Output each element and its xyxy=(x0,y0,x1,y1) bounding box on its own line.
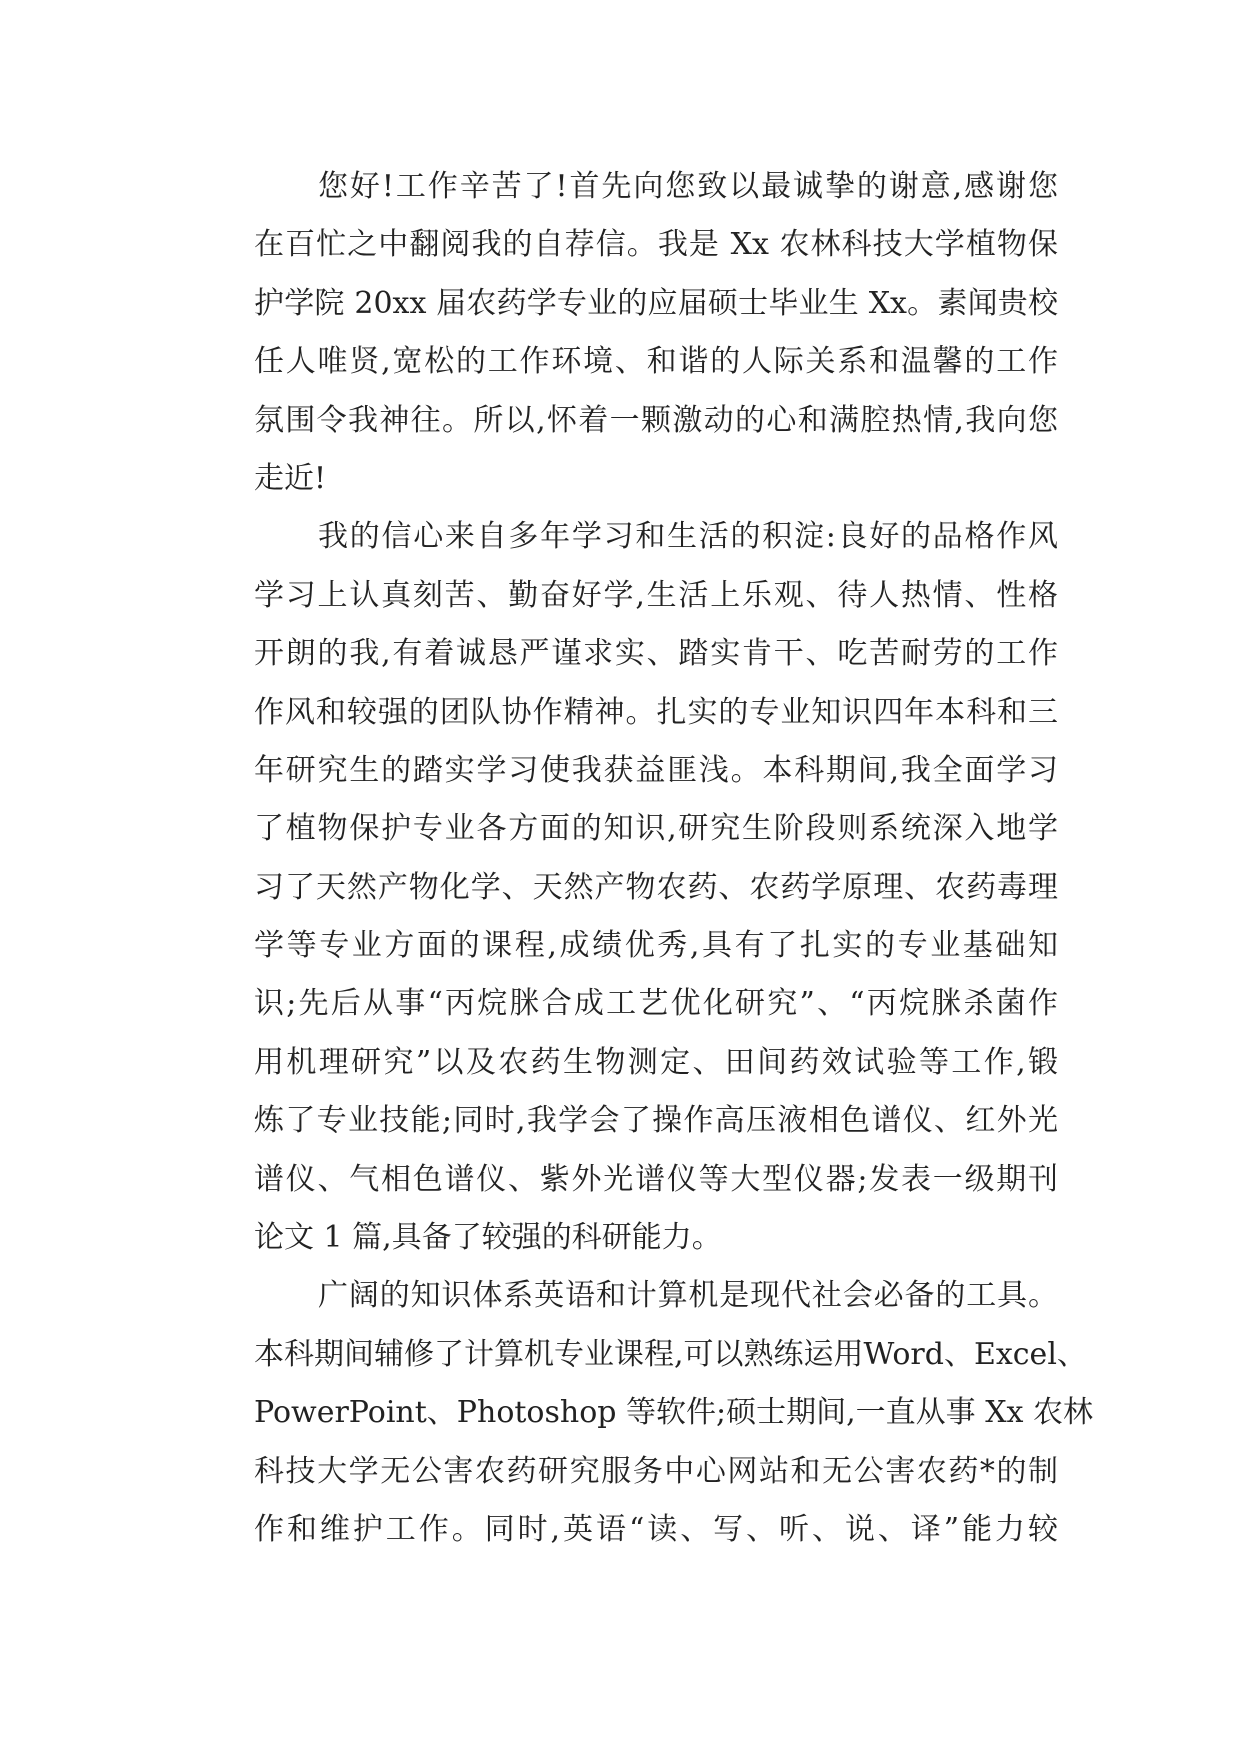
text-line: 学等专业方面的课程,成绩优秀,具有了扎实的专业基础知 xyxy=(254,928,1058,964)
text-line: 在百忙之中翻阅我的自荐信。我是 Xx 农林科技大学植物保 xyxy=(254,227,1058,263)
paragraph-knowledge xyxy=(190,1267,1094,1559)
text-line: 年研究生的踏实学习使我获益匪浅。本科期间,我全面学习 xyxy=(254,752,1058,788)
paragraph-greeting xyxy=(190,158,1058,508)
text-line: 识;先后从事“丙烷脒合成工艺优化研究”、“丙烷脒杀菌作 xyxy=(254,986,1058,1022)
text-line: 科技大学无公害农药研究服务中心网站和无公害农药*的制 xyxy=(254,1453,1058,1489)
text-line: 任人唯贤,宽松的工作环境、和谐的人际关系和温馨的工作 xyxy=(254,344,1058,380)
letter-body xyxy=(190,158,1094,1559)
text-line: 了植物保护专业各方面的知识,研究生阶段则系统深入地学 xyxy=(254,811,1058,847)
text-line: 学习上认真刻苦、勤奋好学,生活上乐观、待人热情、性格 xyxy=(254,577,1058,613)
text-line: 论文 1 篇,具备了较强的科研能力。 xyxy=(254,1220,722,1256)
text-line: 作风和较强的团队协作精神。扎实的专业知识四年本科和三 xyxy=(254,694,1058,730)
text-line: 走近! xyxy=(254,460,327,496)
text-line: PowerPoint、Photoshop 等软件;硕士期间,一直从事 Xx 农林 xyxy=(254,1395,1094,1431)
text-line: 开朗的我,有着诚恳严谨求实、踏实肯干、吃苦耐劳的工作 xyxy=(254,636,1058,672)
text-line: 我的信心来自多年学习和生活的积淀:良好的品格作风 xyxy=(318,519,1058,555)
text-line: 作和维护工作。同时,英语“读、写、听、说、译”能力较 xyxy=(254,1511,1058,1547)
paragraph-confidence xyxy=(190,508,1058,1267)
text-line: 氛围令我神往。所以,怀着一颗激动的心和满腔热情,我向您 xyxy=(254,402,1058,438)
text-line: 本科期间辅修了计算机专业课程,可以熟练运用Word、Excel、 xyxy=(254,1336,1087,1372)
text-line: 护学院 20xx 届农药学专业的应届硕士毕业生 Xx。素闻贵校 xyxy=(254,285,1058,321)
text-line: 炼了专业技能;同时,我学会了操作高压液相色谱仪、红外光 xyxy=(254,1103,1058,1139)
text-line: 广阔的知识体系英语和计算机是现代社会必备的工具。 xyxy=(318,1278,1058,1314)
text-line: 谱仪、气相色谱仪、紫外光谱仪等大型仪器;发表一级期刊 xyxy=(254,1161,1058,1197)
text-line: 您好!工作辛苦了!首先向您致以最诚挚的谢意,感谢您 xyxy=(318,169,1058,204)
text-line: 用机理研究”以及农药生物测定、田间药效试验等工作,锻 xyxy=(254,1044,1058,1080)
text-line: 习了天然产物化学、天然产物农药、农药学原理、农药毒理 xyxy=(254,869,1058,905)
